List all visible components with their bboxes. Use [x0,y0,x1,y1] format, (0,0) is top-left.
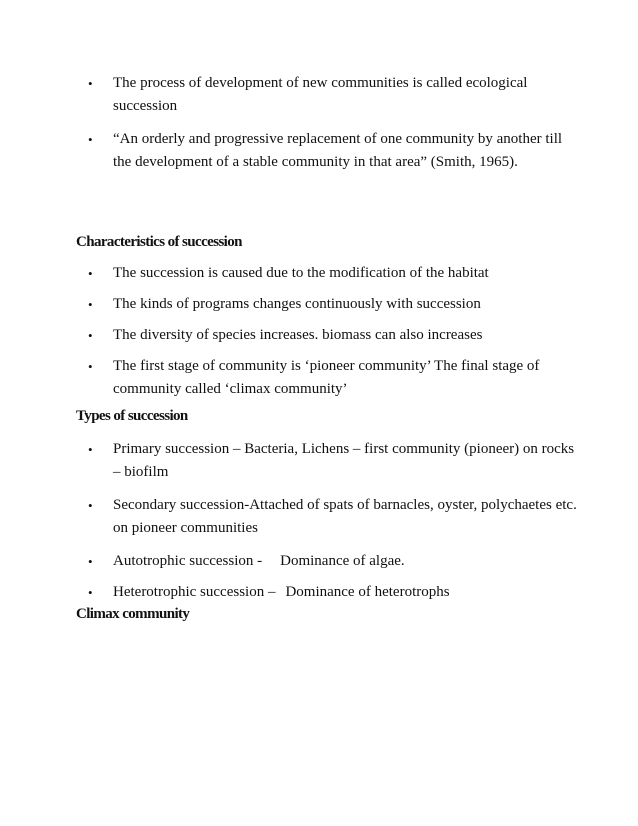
list-item [88,128,578,174]
autotrophic-value: Dominance of algae. [280,553,405,569]
list-item [88,262,578,285]
bullet-icon: • [88,132,93,147]
list-item-text: The kinds of programs changes continuously with succession [113,296,481,312]
list-item [88,438,578,484]
bullet-icon: • [88,76,93,91]
list-item-text: The process of development of new communities is called ecological succession [113,75,528,114]
list-item-text: Secondary succession-Attached of spats of barnacles, oyster, polychaetes etc. on pioneer communities [113,497,577,536]
list-item-text: The diversity of species increases. biomass can also increases [113,327,483,343]
list-item [88,324,578,347]
climax-heading: Climax community [76,606,190,622]
intro-list [88,72,578,174]
list-item [88,581,578,604]
list-item-text: The succession is caused due to the modification of the habitat [113,265,489,281]
list-item [88,550,578,573]
heterotrophic-value: Dominance of heterotrophs [285,584,450,600]
bullet-icon: • [88,585,93,600]
list-item-text: The first stage of community is ‘pioneer community’ The final stage of community called ‘climax community’ [113,358,540,397]
list-item [88,494,578,540]
bullet-icon: • [88,297,93,312]
bullet-icon: • [88,328,93,343]
bullet-icon: • [88,359,93,374]
types-heading: Types of succession [76,408,188,424]
list-item [88,355,578,401]
list-item [88,293,578,316]
bullet-icon: • [88,442,93,457]
bullet-icon: • [88,554,93,569]
autotrophic-label: Autotrophic succession - [113,553,263,569]
characteristics-heading: Characteristics of succession [76,234,242,250]
bullet-icon: • [88,266,93,281]
bullet-icon: • [88,498,93,513]
list-item [88,72,578,118]
heterotrophic-label: Heterotrophic succession – [113,584,276,600]
list-item-text: Primary succession – Bacteria, Lichens – first community (pioneer) on rocks – biofilm [113,441,575,480]
characteristics-list [88,262,578,401]
list-item-text: “An orderly and progressive replacement of one community by another till the development of a stable community in that area” (Smith, 1965). [113,131,563,170]
types-list [88,438,578,604]
